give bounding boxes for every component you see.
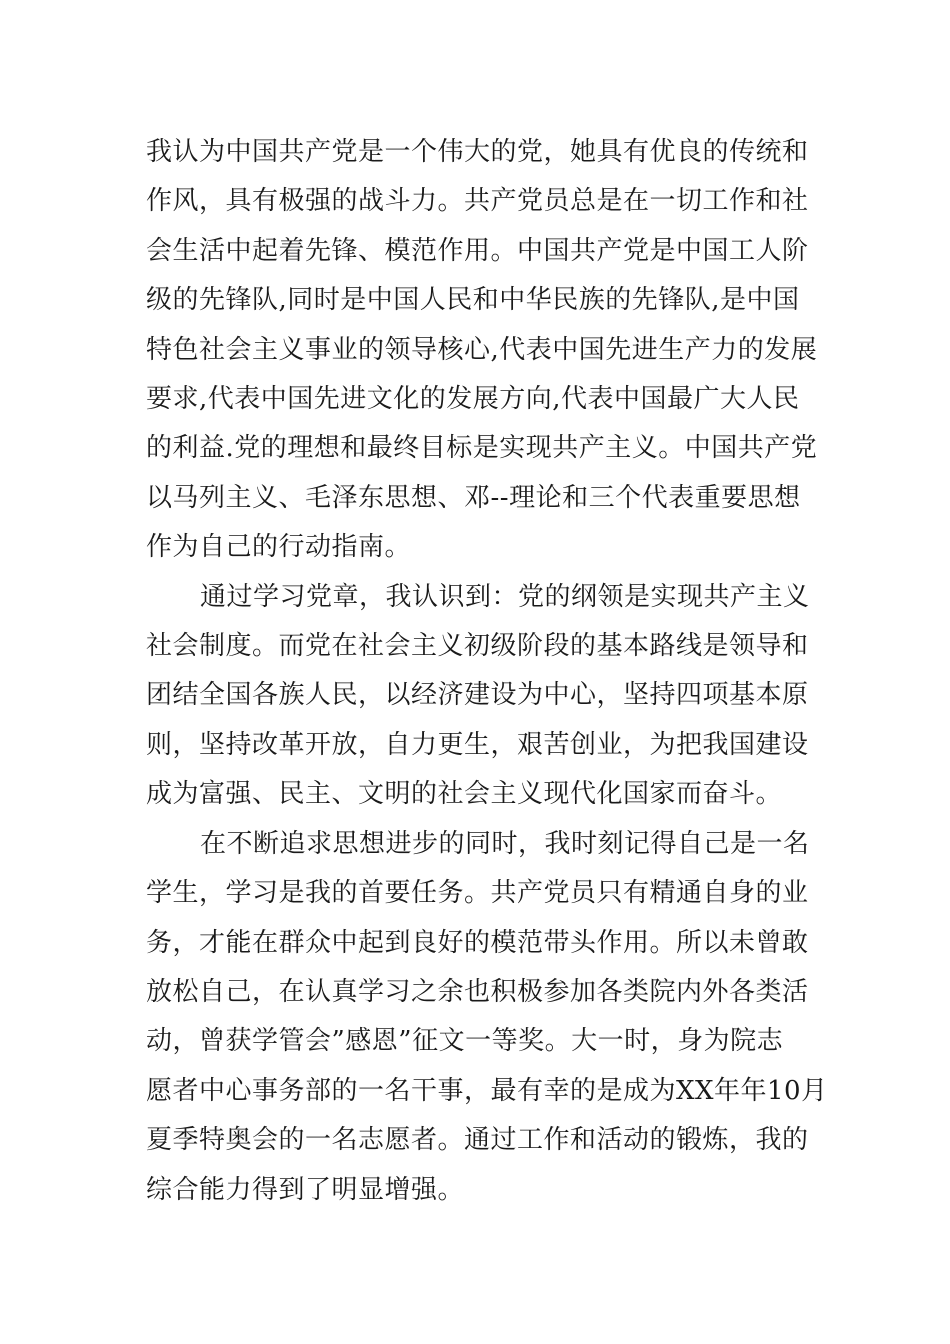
paragraph-line: 作风，具有极强的战斗力。共产党员总是在一切工作和社 (146, 186, 809, 217)
paragraph-line: 综合能力得到了明显增强。 (146, 1174, 465, 1205)
paragraph-line: 放松自己，在认真学习之余也积极参加各类院内外各类活 (146, 976, 809, 1007)
paragraph-line: 愿者中心事务部的一名干事，最有幸的是成为XX年年10月 (146, 1075, 828, 1106)
paragraph-line: 社会制度。而党在社会主义初级阶段的基本路线是领导和 (146, 631, 809, 662)
paragraph-line: 团结全国各族人民，以经济建设为中心，坚持四项基本原 (146, 680, 809, 711)
paragraph-line: 特色社会主义事业的领导核心,代表中国先进生产力的发展 (146, 334, 818, 365)
paragraph-line: 则，坚持改革开放，自力更生，艰苦创业，为把我国建设 (146, 729, 809, 760)
paragraph-line: 在不断追求思想进步的同时，我时刻记得自己是一名 (200, 828, 810, 859)
paragraph-line: 级的先锋队,同时是中国人民和中华民族的先锋队,是中国 (146, 285, 800, 316)
paragraph-line: 动，曾获学管会”感恩”征文一等奖。大一时，身为院志 (146, 1026, 784, 1057)
paragraph-line: 作为自己的行动指南。 (146, 532, 412, 563)
paragraph-line: 夏季特奥会的一名志愿者。通过工作和活动的锻炼，我的 (146, 1125, 809, 1156)
paragraph-line: 成为富强、民主、文明的社会主义现代化国家而奋斗。 (146, 779, 783, 810)
paragraph-line: 的利益.党的理想和最终目标是实现共产主义。中国共产党 (146, 433, 818, 464)
paragraph-3 (146, 820, 828, 1215)
paragraph-line: 学生，学习是我的首要任务。共产党员只有精通自身的业 (146, 878, 809, 909)
paragraph-2 (146, 573, 810, 820)
paragraph-line: 以马列主义、毛泽东思想、邓--理论和三个代表重要思想 (146, 482, 801, 513)
paragraph-line: 通过学习党章，我认识到：党的纲领是实现共产主义 (200, 581, 810, 612)
paragraph-line: 务，才能在群众中起到良好的模范带头作用。所以未曾敢 (146, 927, 809, 958)
paragraph-line: 我认为中国共产党是一个伟大的党，她具有优良的传统和 (146, 137, 809, 167)
paragraph-1 (146, 128, 818, 573)
paragraph-line: 要求,代表中国先进文化的发展方向,代表中国最广大人民 (146, 384, 800, 415)
paragraph-line: 会生活中起着先锋、模范作用。中国共产党是中国工人阶 (146, 235, 809, 266)
document-body (146, 128, 828, 1215)
